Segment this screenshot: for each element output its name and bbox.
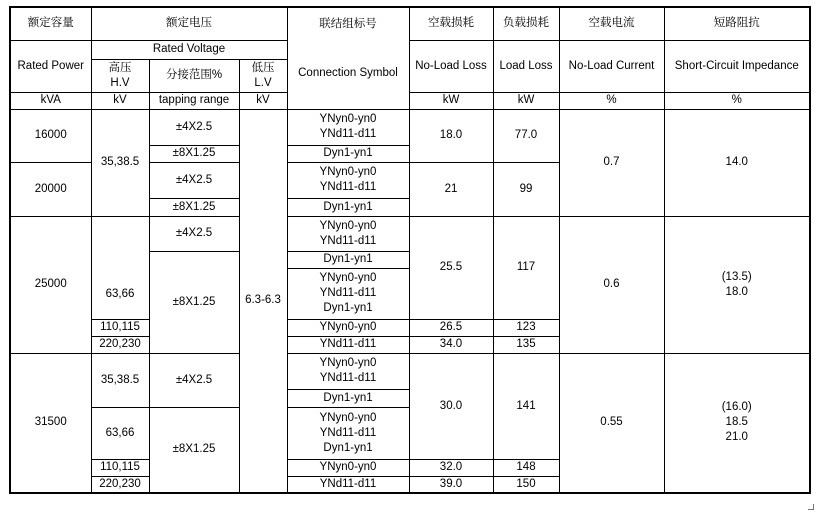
header-lv-cn: 低压 xyxy=(251,61,275,74)
no-load-current-16000-20000: 0.7 xyxy=(559,109,664,216)
tapping-16000-b: ±8X1.25 xyxy=(149,145,239,162)
unit-power: kVA xyxy=(10,92,91,109)
no-load-loss-20000: 21 xyxy=(409,162,493,216)
hv-31500-c: 110,115 xyxy=(91,459,149,476)
tapping-31500-b: ±8X1.25 xyxy=(149,407,239,493)
connection-31500-d: YNyn0-yn0 xyxy=(287,459,409,476)
load-loss-20000: 99 xyxy=(493,162,559,216)
impedance-line: (13.5) xyxy=(721,270,752,283)
connection-line: YNyn0-yn0 xyxy=(319,272,377,284)
header-lv xyxy=(239,59,287,92)
connection-31500-c xyxy=(287,407,409,459)
no-load-loss-25000-e: 34.0 xyxy=(409,336,493,353)
header-lv-en: L.V xyxy=(254,76,272,89)
header-rated-power-en: Rated Power xyxy=(10,40,91,92)
header-rated-voltage-cn: 额定电压 xyxy=(91,7,287,40)
header-hv xyxy=(91,59,149,92)
connection-31500-a xyxy=(287,353,409,389)
tapping-20000-a: ±4X2.5 xyxy=(149,162,239,198)
connection-16000-a xyxy=(287,109,409,145)
unit-lv: kV xyxy=(239,92,287,109)
tapping-25000-a: ±4X2.5 xyxy=(149,216,239,251)
header-hv-cn: 高压 xyxy=(108,61,132,74)
connection-25000-b: Dyn1-yn1 xyxy=(287,251,409,268)
no-load-current-31500: 0.55 xyxy=(559,353,664,493)
connection-line: YNd11-d11 xyxy=(319,372,377,384)
load-loss-25000: 117 xyxy=(493,216,559,319)
unit-impedance: % xyxy=(664,92,810,109)
unit-hv: kV xyxy=(91,92,149,109)
unit-no-load-current: % xyxy=(559,92,664,109)
connection-25000-a xyxy=(287,216,409,251)
lv-value: 6.3-6.3 xyxy=(239,109,287,493)
unit-no-load-loss: kW xyxy=(409,92,493,109)
connection-25000-e: YNd11-d11 xyxy=(287,336,409,353)
connection-line: YNyn0-yn0 xyxy=(319,357,377,369)
header-impedance-cn: 短路阻抗 xyxy=(664,7,810,40)
impedance-25000 xyxy=(664,216,810,353)
connection-16000-b: Dyn1-yn1 xyxy=(287,145,409,162)
connection-20000-a xyxy=(287,162,409,198)
no-load-current-25000: 0.6 xyxy=(559,216,664,353)
connection-25000-d: YNyn0-yn0 xyxy=(287,319,409,336)
no-load-loss-31500-e: 39.0 xyxy=(409,476,493,493)
load-loss-25000-e: 135 xyxy=(493,336,559,353)
hv-16000-20000: 35,38.5 xyxy=(91,109,149,216)
tapping-16000-a: ±4X2.5 xyxy=(149,109,239,145)
impedance-line: 21.0 xyxy=(725,431,748,444)
header-impedance-en: Short-Circuit Impedance xyxy=(664,40,810,92)
unit-tapping: tapping range xyxy=(149,92,239,109)
connection-line: YNyn0-yn0 xyxy=(319,219,377,232)
connection-line: YNyn0-yn0 xyxy=(319,166,377,178)
header-load-loss-en: Load Loss xyxy=(493,40,559,92)
power-25000: 25000 xyxy=(10,216,91,353)
no-load-loss-31500-d: 32.0 xyxy=(409,459,493,476)
header-no-load-current-en: No-Load Current xyxy=(559,40,664,92)
load-loss-31500-d: 148 xyxy=(493,459,559,476)
power-16000: 16000 xyxy=(10,109,91,162)
tapping-31500-a: ±4X2.5 xyxy=(149,353,239,407)
connection-line: YNd11-d11 xyxy=(319,426,377,439)
hv-31500-d: 220,230 xyxy=(91,476,149,493)
connection-line: YNd11-d11 xyxy=(319,181,377,193)
load-loss-31500-e: 150 xyxy=(493,476,559,493)
connection-line: YNyn0-yn0 xyxy=(319,411,377,424)
no-load-loss-16000: 18.0 xyxy=(409,109,493,162)
connection-line: Dyn1-yn1 xyxy=(323,441,373,454)
header-no-load-current-cn: 空载电流 xyxy=(559,7,664,40)
connection-25000-c xyxy=(287,268,409,319)
load-loss-25000-d: 123 xyxy=(493,319,559,336)
load-loss-16000: 77.0 xyxy=(493,109,559,162)
connection-line: YNd11-d11 xyxy=(319,287,377,299)
header-rated-voltage-en: Rated Voltage xyxy=(91,40,287,59)
power-31500: 31500 xyxy=(10,353,91,493)
hv-31500-a: 35,38.5 xyxy=(91,353,149,407)
impedance-16000-20000: 14.0 xyxy=(664,109,810,216)
header-tapping-cn: 分接范围% xyxy=(149,59,239,92)
hv-25000-b: 63,66 xyxy=(91,216,149,319)
header-load-loss-cn: 负载损耗 xyxy=(493,7,559,40)
connection-31500-e: YNd11-d11 xyxy=(287,476,409,493)
impedance-line: (16.0) xyxy=(721,401,752,414)
tapping-25000-b: ±8X1.25 xyxy=(149,251,239,353)
connection-line: YNd11-d11 xyxy=(319,234,377,247)
hv-25000-c: 110,115 xyxy=(91,319,149,336)
header-connection-en: Connection Symbol xyxy=(298,67,398,80)
paragraph-mark-corner xyxy=(808,504,814,510)
hv-31500-b: 63,66 xyxy=(91,407,149,459)
connection-line: YNyn0-yn0 xyxy=(319,113,377,125)
no-load-loss-25000: 25.5 xyxy=(409,216,493,319)
connection-31500-b: Dyn1-yn1 xyxy=(287,389,409,407)
impedance-line: 18.0 xyxy=(725,285,748,298)
header-no-load-loss-en: No-Load Loss xyxy=(409,40,493,92)
no-load-loss-25000-d: 26.5 xyxy=(409,319,493,336)
connection-line: Dyn1-yn1 xyxy=(323,302,373,314)
impedance-line: 18.5 xyxy=(725,416,748,429)
transformer-spec-table xyxy=(9,6,811,494)
header-rated-power-cn: 额定容量 xyxy=(10,7,91,40)
header-hv-en: H.V xyxy=(110,76,130,89)
load-loss-31500: 141 xyxy=(493,353,559,459)
header-connection-cn: 联结组标号 xyxy=(319,18,377,31)
header-no-load-loss-cn: 空载损耗 xyxy=(409,7,493,40)
impedance-31500 xyxy=(664,353,810,493)
unit-load-loss: kW xyxy=(493,92,559,109)
connection-line: YNd11-d11 xyxy=(319,128,377,140)
tapping-20000-b: ±8X1.25 xyxy=(149,198,239,216)
power-20000: 20000 xyxy=(10,162,91,216)
no-load-loss-31500: 30.0 xyxy=(409,353,493,459)
header-connection-symbol xyxy=(287,7,409,109)
hv-25000-d: 220,230 xyxy=(91,336,149,353)
connection-20000-b: Dyn1-yn1 xyxy=(287,198,409,216)
